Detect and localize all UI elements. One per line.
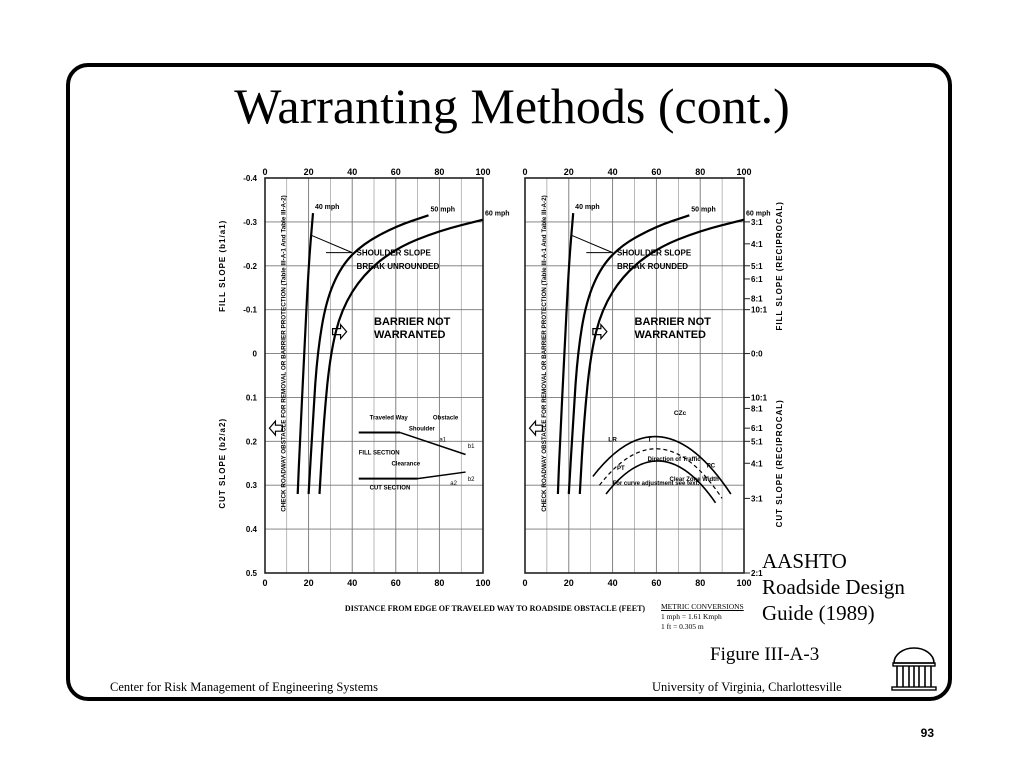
- x-tick-label-top: 20: [563, 167, 574, 177]
- y2-axis-title-cut: CUT SLOPE (RECIPROCAL): [775, 399, 784, 528]
- inset-label: Clear Zone Width: [669, 476, 719, 483]
- inset-label: For curve adjustment see text.: [612, 481, 700, 488]
- y-tick-label: 0: [252, 349, 257, 359]
- y-tick-label: 0.1: [245, 393, 257, 403]
- slide-title: Warranting Methods (cont.): [234, 78, 790, 134]
- inset-label: b1: [467, 443, 475, 450]
- y2-tick-label: 5:1: [751, 437, 763, 447]
- y2-tick-label: 3:1: [751, 217, 763, 227]
- metric-line-2: 1 ft = 0.305 m: [661, 622, 704, 631]
- x-tick-label-bottom: 0: [262, 578, 268, 588]
- y-tick-label: -0.1: [243, 305, 257, 315]
- y-tick-label: 0.5: [245, 569, 257, 578]
- y2-tick-label: 8:1: [751, 294, 763, 304]
- inset-cut-slope: [418, 472, 466, 479]
- x-axis-caption: DISTANCE FROM EDGE OF TRAVELED WAY TO ROADSIDE OBSTACLE (FEET): [344, 604, 646, 613]
- x-tick-label-top: 60: [390, 167, 401, 177]
- y-tick-label: 0.2: [245, 437, 257, 447]
- figure-label: Figure III-A-3: [710, 644, 820, 665]
- x-tick-label-bottom: 100: [736, 578, 752, 588]
- inset-label: PC: [706, 463, 716, 470]
- source-citation: [762, 548, 905, 626]
- y2-tick-label: 8:1: [751, 404, 763, 414]
- y2-tick-label: 2:1: [751, 569, 763, 578]
- metric-line-1: 1 mph = 1.61 Kmph: [661, 612, 722, 621]
- x-tick-label-top: 40: [347, 167, 358, 177]
- x-tick-label-bottom: 60: [651, 578, 662, 588]
- series-label: 50 mph: [691, 206, 716, 214]
- series-label: 60 mph: [746, 210, 771, 218]
- x-tick-label-top: 40: [607, 167, 618, 177]
- inset-label: PT: [616, 465, 625, 472]
- y-axis-title-fill: FILL SLOPE (b1/a1): [218, 219, 227, 312]
- x-tick-label-bottom: 20: [563, 578, 574, 588]
- y2-tick-label: 4:1: [751, 459, 763, 469]
- inset-label: b2: [467, 476, 475, 483]
- inset-label: LR: [608, 436, 617, 444]
- region-label-2: WARRANTED: [634, 329, 706, 342]
- y2-tick-label: 6:1: [751, 274, 763, 284]
- x-tick-label-bottom: 20: [303, 578, 314, 588]
- x-tick-label-bottom: 100: [475, 578, 491, 588]
- inset-label: Clearance: [391, 461, 421, 468]
- inset-label: CUT SECTION: [369, 485, 411, 492]
- vertical-note: CHECK ROADWAY OBSTACLE FOR REMOVAL OR BARRIER PROTECTION (Table III-A-1 And Table III-A-2): [540, 195, 548, 512]
- series-label: 50 mph: [430, 206, 456, 214]
- inset-label: Shoulder: [408, 426, 435, 433]
- x-tick-label-bottom: 80: [695, 578, 706, 588]
- y-tick-label: 0.4: [245, 525, 257, 535]
- source-line-2: Roadside Design: [762, 575, 905, 599]
- break-leader-line: [571, 235, 613, 253]
- series-label: 40 mph: [575, 204, 600, 212]
- inset-label: a2: [450, 481, 457, 488]
- source-line-1: AASHTO: [762, 549, 847, 573]
- inset-label: Traveled Way: [369, 415, 408, 422]
- chart-1: [218, 167, 510, 588]
- inset-label: Direction of Traffic: [647, 457, 701, 464]
- y2-tick-label: 6:1: [751, 424, 763, 434]
- y-tick-label: 0.3: [245, 481, 257, 491]
- x-tick-label-top: 80: [434, 167, 445, 177]
- y2-tick-label: 3:1: [751, 494, 763, 504]
- x-tick-label-top: 100: [475, 167, 491, 177]
- region-label-1: BARRIER NOT: [374, 316, 451, 329]
- y-axis-title-cut: CUT SLOPE (b2/a2): [218, 417, 227, 509]
- region-label-2: WARRANTED: [374, 329, 446, 342]
- x-tick-label-bottom: 0: [522, 578, 528, 588]
- metric-title: METRIC CONVERSIONS: [661, 602, 744, 611]
- inset-label: CZc: [673, 410, 687, 417]
- x-tick-label-bottom: 60: [390, 578, 401, 588]
- metric-conversions: [661, 602, 744, 632]
- chart-2: [522, 167, 784, 588]
- footer-organization: Center for Risk Management of Engineering Systems: [110, 680, 378, 694]
- x-tick-label-top: 60: [651, 167, 662, 177]
- region-label-1: BARRIER NOT: [634, 316, 711, 329]
- y2-tick-label: 5:1: [751, 261, 763, 271]
- footer-university: University of Virginia, Charlottesville: [652, 680, 842, 694]
- inset-label: T: [647, 436, 652, 444]
- inset-label: FILL SECTION: [358, 450, 400, 457]
- series-label: 40 mph: [314, 204, 340, 212]
- x-tick-label-top: 80: [695, 167, 706, 177]
- vertical-note: CHECK ROADWAY OBSTACLE FOR REMOVAL OR BARRIER PROTECTION (Table III-A-1 And Table III-A-2): [280, 195, 288, 512]
- shoulder-break-label-2: BREAK UNROUNDED: [356, 261, 440, 271]
- shoulder-break-label-2: BREAK ROUNDED: [616, 261, 689, 271]
- inset-label: a1: [439, 437, 447, 444]
- y2-tick-label: 4:1: [751, 239, 763, 249]
- y2-tick-label: 0:0: [751, 349, 763, 359]
- y-tick-label: -0.3: [243, 217, 257, 227]
- x-tick-label-top: 0: [262, 167, 268, 177]
- x-tick-label-top: 100: [736, 167, 752, 177]
- source-line-3: Guide (1989): [762, 601, 875, 625]
- y2-tick-label: 10:1: [751, 393, 768, 403]
- inset-label: Obstacle: [432, 415, 459, 422]
- shoulder-break-label-1: SHOULDER SLOPE: [356, 248, 431, 258]
- y2-axis-title-fill: FILL SLOPE (RECIPROCAL): [775, 201, 784, 331]
- break-leader-line: [311, 235, 352, 253]
- y2-tick-label: 10:1: [751, 305, 768, 315]
- rotunda-logo-icon: [888, 641, 940, 693]
- y-tick-label: -0.2: [243, 261, 257, 271]
- x-tick-label-top: 0: [522, 167, 528, 177]
- page-number: 93: [920, 726, 934, 740]
- x-tick-label-bottom: 40: [607, 578, 618, 588]
- series-label: 60 mph: [485, 210, 510, 218]
- inset-fill-slope: [400, 433, 465, 455]
- x-tick-label-top: 20: [303, 167, 314, 177]
- x-tick-label-bottom: 40: [347, 578, 358, 588]
- shoulder-break-label-1: SHOULDER SLOPE: [616, 248, 692, 258]
- y-tick-label: -0.4: [243, 174, 257, 183]
- x-tick-label-bottom: 80: [434, 578, 445, 588]
